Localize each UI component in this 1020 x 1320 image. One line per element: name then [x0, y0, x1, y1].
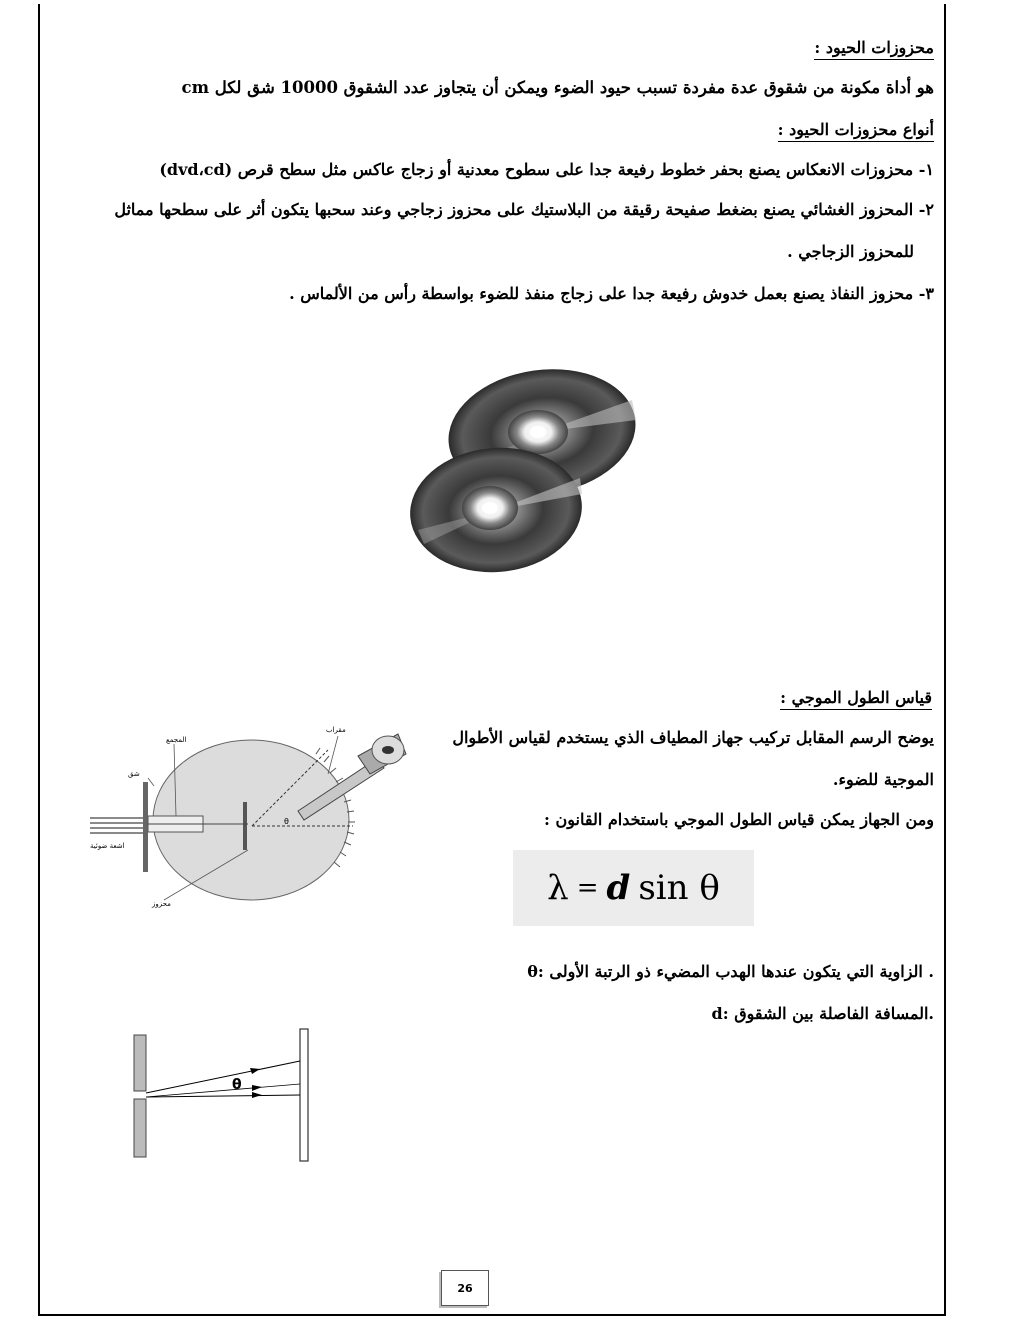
spectrometer-label-slit: شق — [128, 770, 140, 778]
formula-sin-theta: sin θ — [638, 868, 720, 908]
formula-d: d — [606, 868, 631, 908]
type-text: - محزوزات الانعكاس يصنع بحفر خطوط رفيعة جدا على سطوح معدنية أو زجاج عاكس مثل سطح قرص (dvd،cd) — [159, 160, 926, 179]
spectrometer-label-light-source: اشعة ضوئية — [90, 842, 125, 850]
type-number: ٢ — [925, 200, 934, 219]
type-number: ٣ — [925, 284, 934, 303]
gratings-heading: محزوزات الحيود : — [814, 38, 934, 60]
wavelength-text-line-1: يوضح الرسم المقابل تركيب جهاز المطياف الذي يستخدم لقياس الأطوال — [452, 728, 934, 747]
type-text: - المحزوز الغشائي يصنع بضغط صفيحة رقيقة من البلاستيك على محزوز زجاجي وعند سحبها يتكون أثر على سطحها مماثل — [114, 200, 926, 219]
slit-diagram-angle: θ — [232, 1077, 242, 1093]
wavelength-text-line-3: ومن الجهاز يمكن قياس الطول الموجي باستخدام القانون : — [544, 810, 934, 829]
type-number: ١ — [925, 160, 934, 179]
wavelength-heading: قياس الطول الموجي : — [780, 688, 932, 710]
cd-discs-image — [400, 360, 650, 585]
slit-angle-diagram — [128, 1025, 318, 1165]
spectrometer-label-grating: محزوز — [152, 900, 171, 908]
types-heading: أنواع محزوزات الحيود : — [778, 120, 934, 142]
spectrometer-diagram — [88, 716, 418, 916]
type-item-3 — [289, 284, 934, 303]
type-text: - محزوز النفاذ يصنع بعمل خدوش رفيعة جدا على زجاج منفذ للضوء بواسطة رأس من الألماس . — [289, 284, 926, 303]
formula-lambda: λ — [547, 868, 569, 908]
gratings-definition: هو أداة مكونة من شقوق عدة مفردة تسبب حيود الضوء ويمكن أن يتجاوز عدد الشقوق 10000 شق لكل cm — [181, 78, 934, 97]
type-item-2 — [114, 200, 934, 219]
formula-equals: = — [576, 873, 599, 903]
spectrometer-label-collimator: المجمع — [166, 736, 187, 744]
theta-definition: θ: الزاوية التي يتكون عندها الهدب المضيء ذو الرتبة الأولى . — [527, 962, 934, 981]
wavelength-text-line-2: الموجية للضوء. — [832, 770, 934, 789]
spectrometer-label-telescope: مقراب — [326, 726, 346, 734]
type-item-2-continuation: للمحزوز الزجاجي . — [787, 242, 914, 261]
spectrometer-label-angle: θ — [284, 817, 289, 826]
formula-box — [513, 850, 754, 926]
type-item-1 — [159, 160, 934, 179]
d-definition: d: المسافة الفاصلة بين الشقوق. — [711, 1004, 934, 1023]
page-number: 26 — [441, 1270, 489, 1306]
